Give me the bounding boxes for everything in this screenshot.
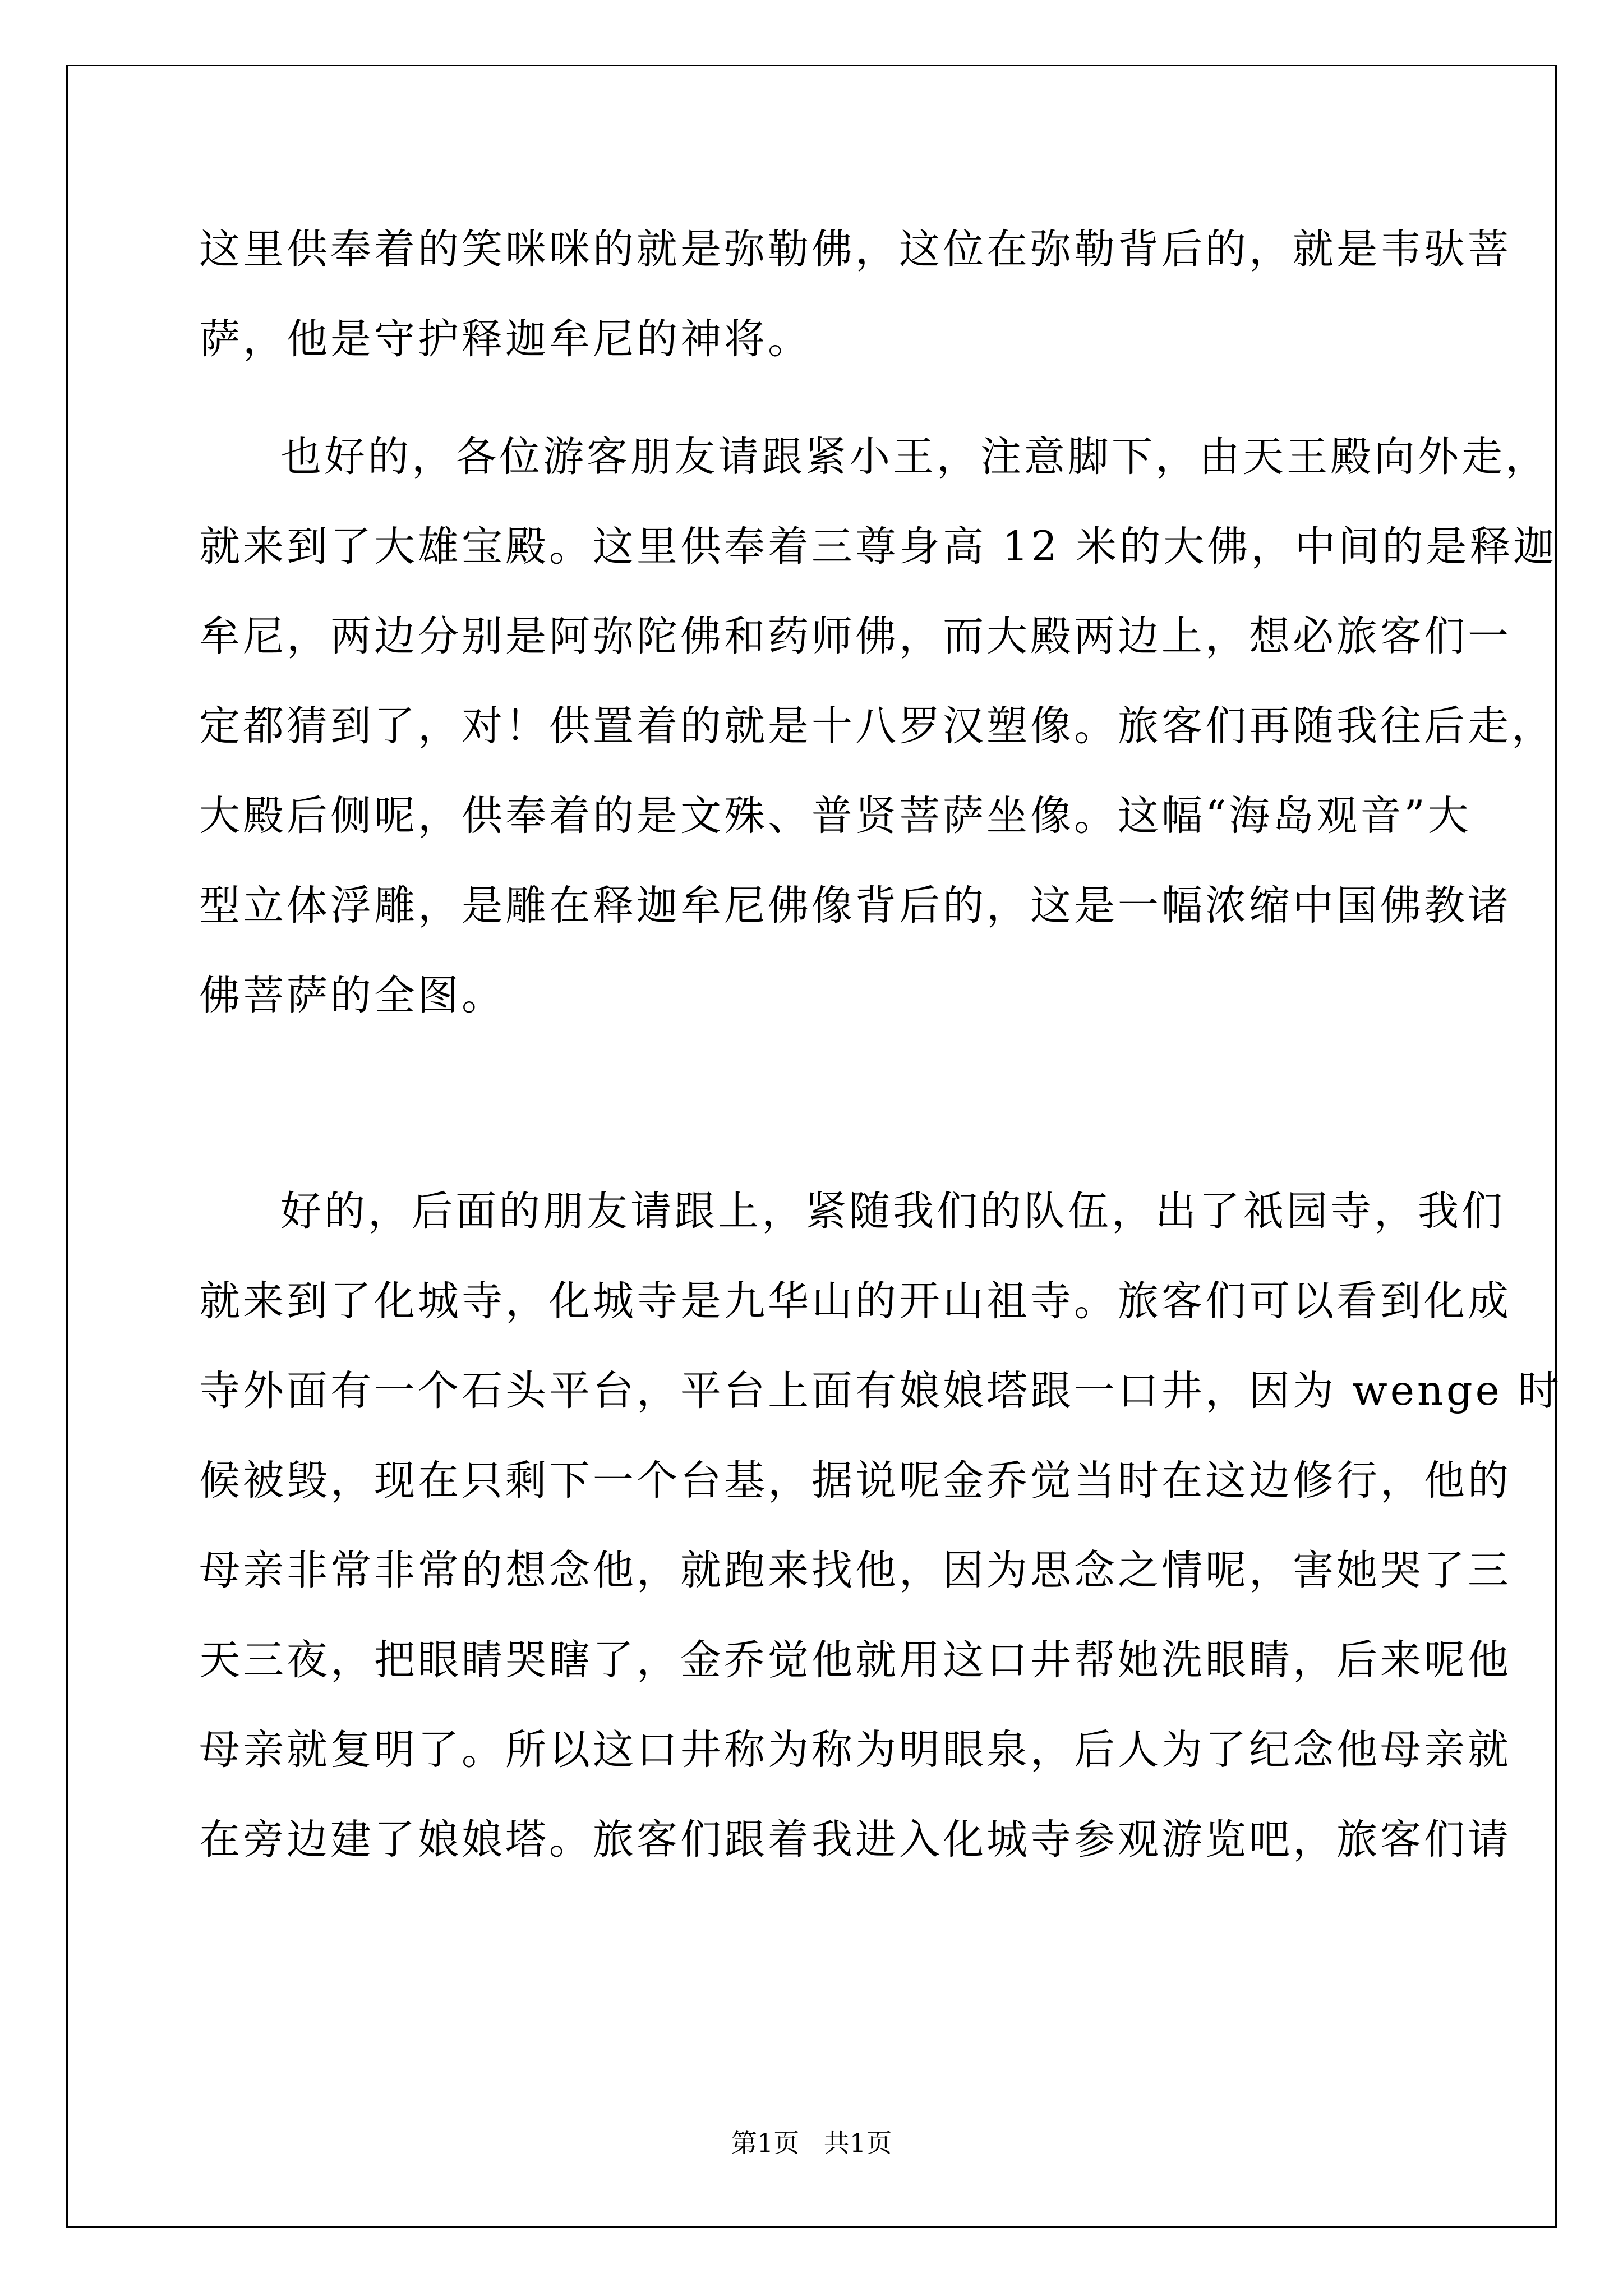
page-border xyxy=(66,65,1557,2228)
text-line: 在旁边建了娘娘塔。旅客们跟着我进入化城寺参观游览吧，旅客们请 xyxy=(199,1816,1511,1864)
text-line: 型立体浮雕，是雕在释迦牟尼佛像背后的，这是一幅浓缩中国佛教诸 xyxy=(199,882,1511,930)
text-line: 这里供奉着的笑咪咪的就是弥勒佛，这位在弥勒背后的，就是韦驮菩 xyxy=(199,226,1511,273)
text-line: 定都猜到了，对！供置着的就是十八罗汉塑像。旅客们再随我往后走， xyxy=(199,702,1555,750)
text-line: 牟尼，两边分别是阿弥陀佛和药师佛，而大殿两边上，想必旅客们一 xyxy=(199,613,1511,660)
text-line: 大殿后侧呢，供奉着的是文殊、普贤菩萨坐像。这幅“海岛观音”大 xyxy=(199,792,1472,840)
text-line: 寺外面有一个石头平台，平台上面有娘娘塔跟一口井，因为 wenge 时 xyxy=(199,1367,1562,1415)
text-line: 天三夜，把眼睛哭瞎了，金乔觉他就用这口井帮她洗眼睛，后来呢他 xyxy=(199,1636,1511,1684)
text-line: 也好的，各位游客朋友请跟紧小王，注意脚下，由天王殿向外走， xyxy=(280,433,1549,481)
text-line: 候被毁，现在只剩下一个台基，据说呢金乔觉当时在这边修行，他的 xyxy=(199,1457,1511,1504)
text-line: 就来到了化城寺，化城寺是九华山的开山祖寺。旅客们可以看到化成 xyxy=(199,1277,1511,1325)
text-line: 就来到了大雄宝殿。这里供奉着三尊身高 12 米的大佛，中间的是释迦 xyxy=(199,523,1557,570)
text-line: 好的，后面的朋友请跟上，紧随我们的队伍，出了祇园寺，我们 xyxy=(280,1188,1505,1235)
text-line: 佛菩萨的全图。 xyxy=(199,972,505,1019)
text-line: 母亲就复明了。所以这口井称为称为明眼泉，后人为了纪念他母亲就 xyxy=(199,1726,1511,1774)
text-line: 萨，他是守护释迦牟尼的神将。 xyxy=(199,315,811,363)
text-line: 母亲非常非常的想念他，就跑来找他，因为思念之情呢，害她哭了三 xyxy=(199,1547,1511,1594)
page-footer: 第1页 共1页 xyxy=(731,2128,892,2158)
